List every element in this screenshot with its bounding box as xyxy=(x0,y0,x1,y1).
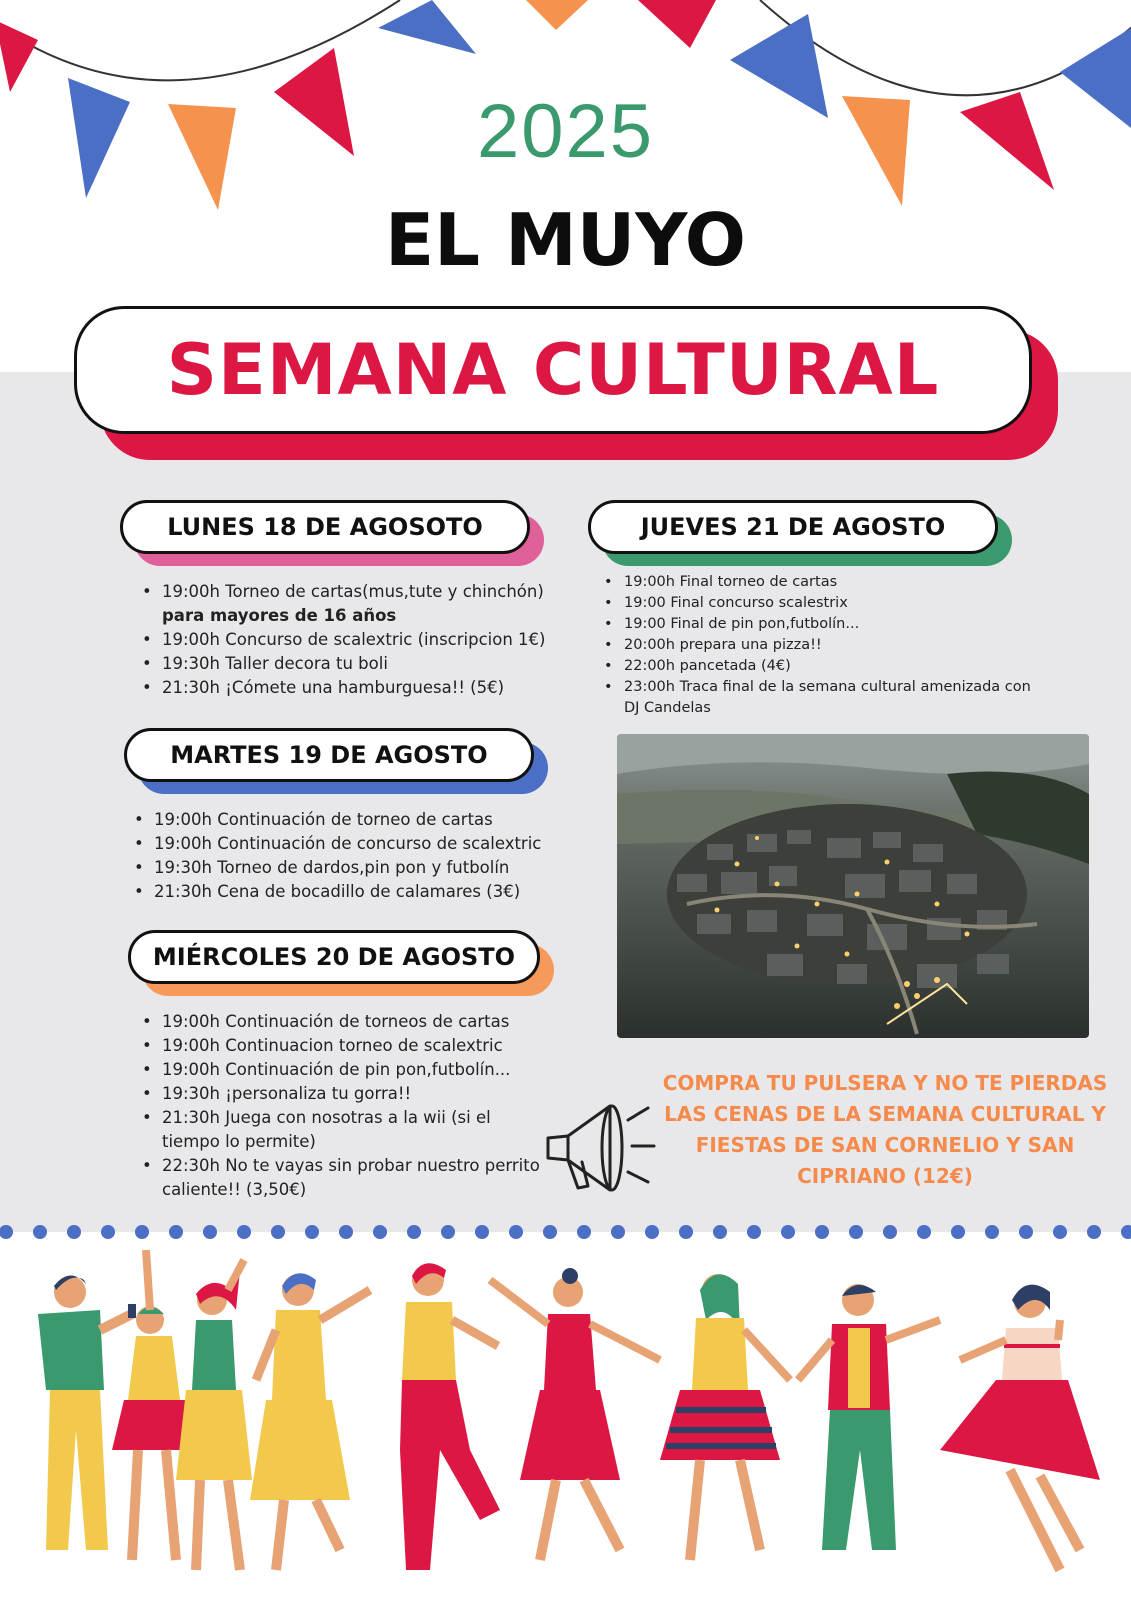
tuesday-events xyxy=(132,808,572,904)
divider-dot xyxy=(679,1225,693,1239)
list-item: • 19:30h Torneo de dardos,pin pon y futbolín xyxy=(132,856,572,880)
divider-dot xyxy=(203,1225,217,1239)
thursday-events xyxy=(602,572,1032,719)
year-heading: 2025 xyxy=(476,89,655,174)
divider-dot xyxy=(917,1225,931,1239)
divider-dot xyxy=(543,1225,557,1239)
event-note: para mayores de 16 años xyxy=(162,606,397,625)
divider-dot xyxy=(271,1225,285,1239)
divider-dot xyxy=(1121,1225,1131,1239)
divider-dot xyxy=(985,1225,999,1239)
list-item: • 21:30h ¡Cómete una hamburguesa!! (5€) xyxy=(140,676,560,700)
list-item: • 19:00 Final concurso scalestrix xyxy=(602,593,1032,614)
pill xyxy=(128,930,540,984)
divider-dot xyxy=(339,1225,353,1239)
list-item: • 19:00h Concurso de scalextric (inscripcion 1€) xyxy=(140,628,560,652)
list-item xyxy=(140,580,560,628)
divider-dot xyxy=(815,1225,829,1239)
event-text: 19:00h Torneo de cartas(mus,tute y chinchón) xyxy=(162,582,544,601)
divider-dot xyxy=(475,1225,489,1239)
divider-dot xyxy=(0,1225,13,1239)
divider-dot xyxy=(509,1225,523,1239)
divider-dot xyxy=(305,1225,319,1239)
day-title: JUEVES 21 DE AGOSTO xyxy=(640,513,946,541)
wednesday-events xyxy=(140,1010,540,1202)
list-item: • 20:00h prepara una pizza!! xyxy=(602,635,1032,656)
day-title: MARTES 19 DE AGOSTO xyxy=(170,741,488,769)
divider-dot xyxy=(67,1225,81,1239)
list-item: • 21:30h Cena de bocadillo de calamares (3€) xyxy=(132,880,572,904)
divider-dot xyxy=(747,1225,761,1239)
promo-text: COMPRA TU PULSERA Y NO TE PIERDAS LAS CENAS DE LA SEMANA CULTURAL Y FIESTAS DE SAN CORNELIO Y SAN CIPRIANO (12€) xyxy=(662,1071,1108,1188)
list-item: • 23:00h Traca final de la semana cultural amenizada con DJ Candelas xyxy=(602,677,1032,719)
list-item: • 19:00h Continuación de torneos de cartas xyxy=(140,1010,540,1034)
megaphone-icon xyxy=(538,1098,658,1194)
dotted-divider xyxy=(0,1222,1131,1242)
divider-dot xyxy=(441,1225,455,1239)
divider-dot xyxy=(951,1225,965,1239)
town-title: EL MUYO xyxy=(384,198,747,282)
divider-dot xyxy=(237,1225,251,1239)
divider-dot xyxy=(849,1225,863,1239)
pill xyxy=(588,500,998,554)
list-item: • 21:30h Juega con nosotras a la wii (si el tiempo lo permite) xyxy=(140,1106,540,1154)
divider-dot xyxy=(577,1225,591,1239)
divider-dot xyxy=(781,1225,795,1239)
banner xyxy=(74,306,1032,434)
list-item: • 19:30h ¡personaliza tu gorra!! xyxy=(140,1082,540,1106)
village-aerial-photo xyxy=(617,734,1089,1038)
divider-dot xyxy=(645,1225,659,1239)
divider-dot xyxy=(713,1225,727,1239)
divider-dot xyxy=(101,1225,115,1239)
list-item: • 19:00h Continuación de torneo de cartas xyxy=(132,808,572,832)
divider-dot xyxy=(169,1225,183,1239)
divider-dot xyxy=(1053,1225,1067,1239)
dancers-illustration xyxy=(0,1250,1131,1600)
list-item: • 19:00 Final de pin pon,futbolín... xyxy=(602,614,1032,635)
list-item: • 22:30h No te vayas sin probar nuestro perrito caliente!! (3,50€) xyxy=(140,1154,540,1202)
divider-dot xyxy=(611,1225,625,1239)
list-item: • 22:00h pancetada (4€) xyxy=(602,656,1032,677)
divider-dot xyxy=(1019,1225,1033,1239)
divider-dot xyxy=(407,1225,421,1239)
list-item: • 19:00h Final torneo de cartas xyxy=(602,572,1032,593)
list-item: • 19:30h Taller decora tu boli xyxy=(140,652,560,676)
divider-dot xyxy=(373,1225,387,1239)
day-title: MIÉRCOLES 20 DE AGOSTO xyxy=(152,943,516,971)
divider-dot xyxy=(1087,1225,1101,1239)
monday-events xyxy=(140,580,560,700)
divider-dot xyxy=(883,1225,897,1239)
list-item: • 19:00h Continuación de pin pon,futbolín... xyxy=(140,1058,540,1082)
banner-title: SEMANA CULTURAL xyxy=(166,329,940,411)
list-item: • 19:00h Continuación de concurso de scalextric xyxy=(132,832,572,856)
pill xyxy=(120,500,530,554)
pill xyxy=(124,728,534,782)
divider-dot xyxy=(33,1225,47,1239)
list-item: • 19:00h Continuacion torneo de scalextric xyxy=(140,1034,540,1058)
divider-dot xyxy=(135,1225,149,1239)
day-title: LUNES 18 DE AGOSOTO xyxy=(167,513,483,541)
